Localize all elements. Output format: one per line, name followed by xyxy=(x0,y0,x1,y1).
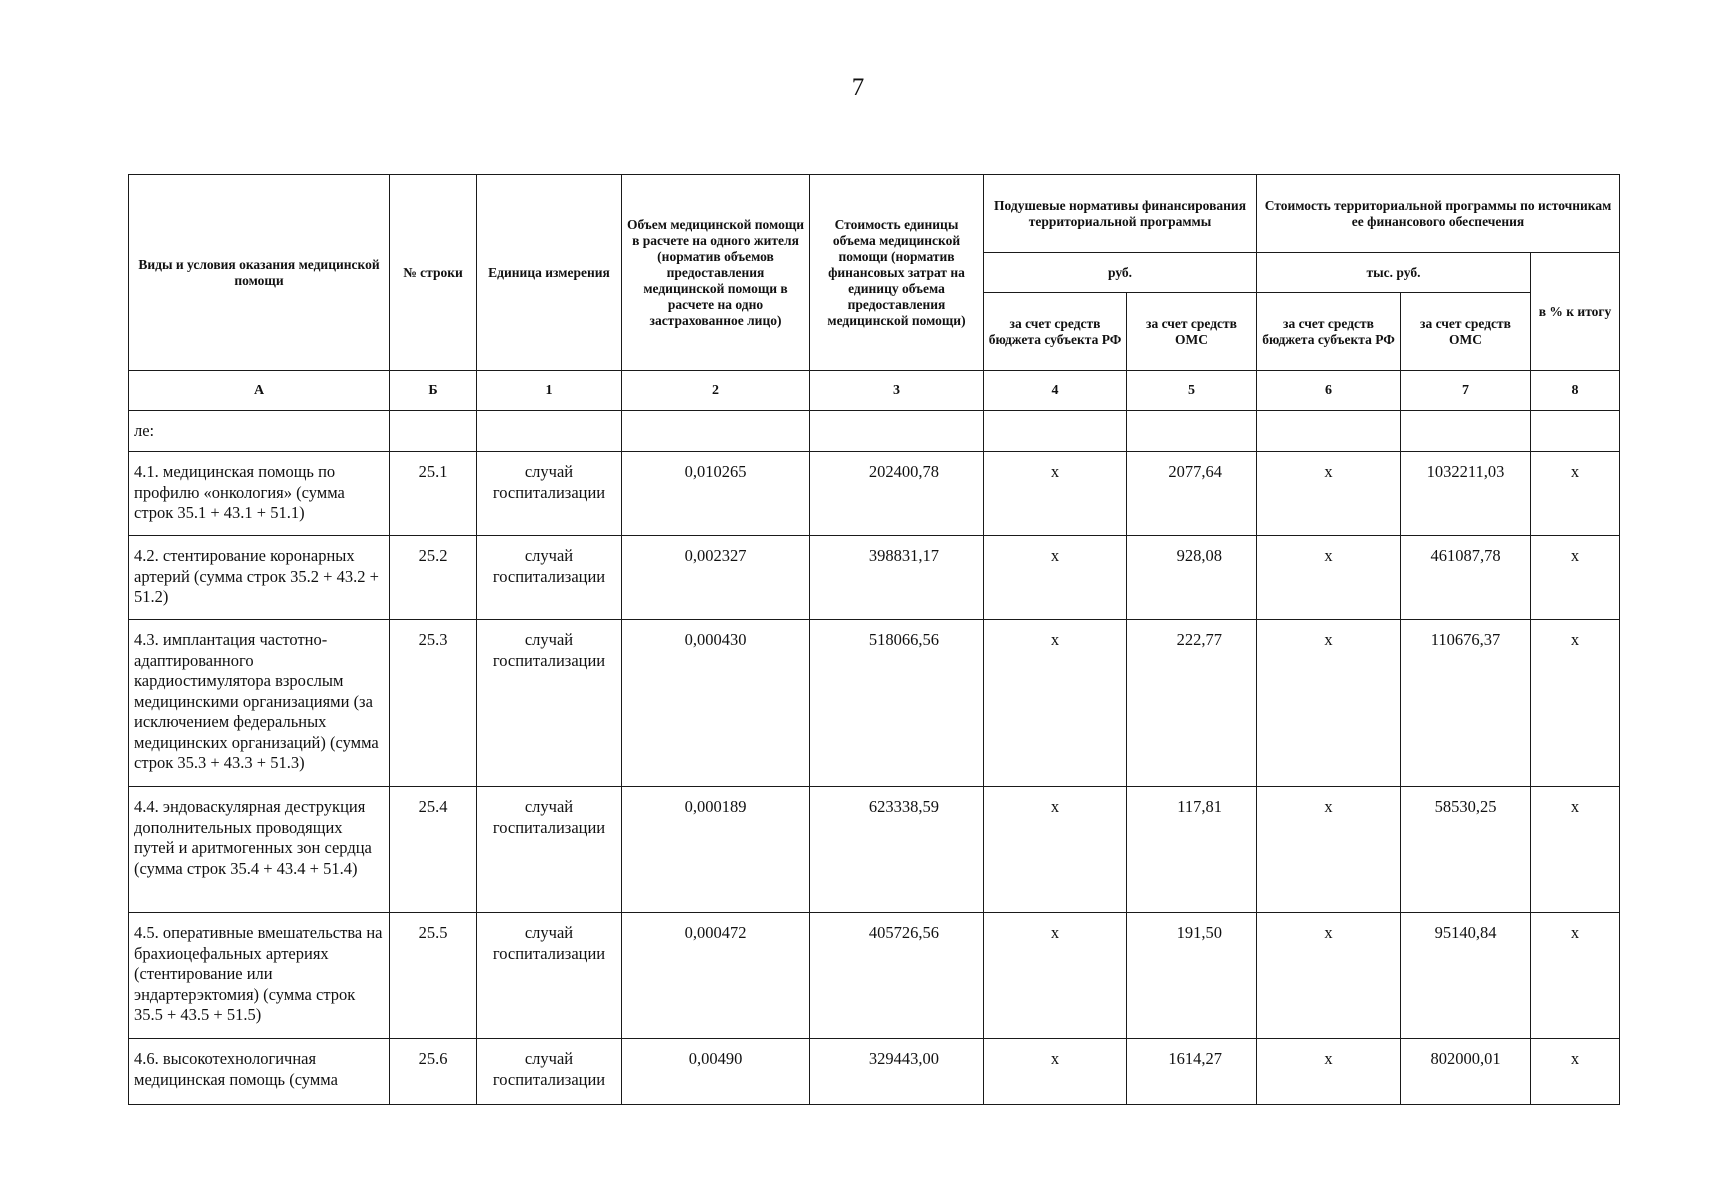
column-index: 7 xyxy=(1401,371,1531,411)
table-row xyxy=(129,913,1620,1039)
column-index: А xyxy=(129,371,390,411)
row-no: 25.3 xyxy=(390,620,477,787)
row-no: 25.1 xyxy=(390,452,477,536)
row-cost-oms: 110676,37 xyxy=(1401,620,1531,787)
row-cost-budget: х xyxy=(1257,787,1401,913)
row-pc-oms: 2077,64 xyxy=(1127,452,1257,536)
header-thous-rub: тыс. руб. xyxy=(1257,253,1531,293)
header-unit-cost: Стоимость единицы объема медицинской помощи (норматив финансовых затрат на единицу объема предоставления медицинской помощи) xyxy=(810,175,984,371)
column-index: Б xyxy=(390,371,477,411)
table-row xyxy=(129,620,1620,787)
continuation-row xyxy=(129,411,1620,452)
row-percent: х xyxy=(1531,1039,1620,1105)
header-cost-budget: за счет средств бюджета субъекта РФ xyxy=(1257,293,1401,371)
row-volume: 0,010265 xyxy=(622,452,810,536)
row-cost-budget: х xyxy=(1257,536,1401,620)
row-cost-oms: 95140,84 xyxy=(1401,913,1531,1039)
header-per-capita: Подушевые нормативы финансирования территориальной программы xyxy=(984,175,1257,253)
row-percent: х xyxy=(1531,536,1620,620)
column-index: 4 xyxy=(984,371,1127,411)
row-volume: 0,000189 xyxy=(622,787,810,913)
row-percent: х xyxy=(1531,787,1620,913)
header-kinds: Виды и условия оказания медицинской помощи xyxy=(129,175,390,371)
column-index: 6 xyxy=(1257,371,1401,411)
row-percent: х xyxy=(1531,620,1620,787)
row-unit-cost: 518066,56 xyxy=(810,620,984,787)
header-percent-total: в % к итогу xyxy=(1531,253,1620,371)
header-unit: Единица измерения xyxy=(477,175,622,371)
row-volume: 0,000430 xyxy=(622,620,810,787)
row-cost-budget: х xyxy=(1257,620,1401,787)
row-percent: х xyxy=(1531,452,1620,536)
column-index: 8 xyxy=(1531,371,1620,411)
row-pc-oms: 222,77 xyxy=(1127,620,1257,787)
row-pc-budget: х xyxy=(984,452,1127,536)
table-row xyxy=(129,1039,1620,1105)
row-pc-budget: х xyxy=(984,913,1127,1039)
header-program-cost: Стоимость территориальной программы по источникам ее финансового обеспечения xyxy=(1257,175,1620,253)
table-row xyxy=(129,452,1620,536)
row-cost-budget: х xyxy=(1257,452,1401,536)
row-pc-budget: х xyxy=(984,620,1127,787)
header-row-no: № строки xyxy=(390,175,477,371)
column-index: 2 xyxy=(622,371,810,411)
row-no: 25.4 xyxy=(390,787,477,913)
row-pc-budget: х xyxy=(984,536,1127,620)
row-unit-cost: 623338,59 xyxy=(810,787,984,913)
row-unit-cost: 202400,78 xyxy=(810,452,984,536)
row-unit: случай госпитализации xyxy=(477,787,622,913)
row-unit-cost: 329443,00 xyxy=(810,1039,984,1105)
row-volume: 0,002327 xyxy=(622,536,810,620)
column-index: 1 xyxy=(477,371,622,411)
row-pc-oms: 1614,27 xyxy=(1127,1039,1257,1105)
column-index-row xyxy=(129,371,1620,411)
row-unit: случай госпитализации xyxy=(477,452,622,536)
row-no: 25.5 xyxy=(390,913,477,1039)
row-volume: 0,000472 xyxy=(622,913,810,1039)
row-name: 4.5. оперативные вмешательства на брахиоцефальных артериях (стентирование или эндартерэктомия) (сумма строк 35.5 + 43.5 + 51.5) xyxy=(129,913,390,1039)
row-pc-oms: 117,81 xyxy=(1127,787,1257,913)
row-cost-oms: 1032211,03 xyxy=(1401,452,1531,536)
table-row xyxy=(129,536,1620,620)
row-percent: х xyxy=(1531,913,1620,1039)
row-no: 25.2 xyxy=(390,536,477,620)
header-pc-oms: за счет средств ОМС xyxy=(1127,293,1257,371)
table-row xyxy=(129,787,1620,913)
header-volume: Объем медицинской помощи в расчете на одного жителя (норматив объемов предоставления медицинской помощи в расчете на одно застрахованное лицо) xyxy=(622,175,810,371)
row-unit: случай госпитализации xyxy=(477,913,622,1039)
row-name: 4.4. эндоваскулярная деструкция дополнительных проводящих путей и аритмогенных зон сердца (сумма строк 35.4 + 43.4 + 51.4) xyxy=(129,787,390,913)
row-unit: случай госпитализации xyxy=(477,620,622,787)
page-number: 7 xyxy=(851,74,865,101)
row-pc-oms: 928,08 xyxy=(1127,536,1257,620)
row-volume: 0,00490 xyxy=(622,1039,810,1105)
row-unit-cost: 398831,17 xyxy=(810,536,984,620)
row-pc-budget: х xyxy=(984,1039,1127,1105)
row-cost-budget: х xyxy=(1257,913,1401,1039)
header-cost-oms: за счет средств ОМС xyxy=(1401,293,1531,371)
row-name: 4.2. стентирование коронарных артерий (сумма строк 35.2 + 43.2 + 51.2) xyxy=(129,536,390,620)
row-unit: случай госпитализации xyxy=(477,536,622,620)
row-no: 25.6 xyxy=(390,1039,477,1105)
header-pc-budget: за счет средств бюджета субъекта РФ xyxy=(984,293,1127,371)
column-index: 3 xyxy=(810,371,984,411)
row-unit: случай госпитализации xyxy=(477,1039,622,1105)
financing-table xyxy=(128,174,1620,1105)
row-pc-oms: 191,50 xyxy=(1127,913,1257,1039)
row-cost-oms: 58530,25 xyxy=(1401,787,1531,913)
row-cost-budget: х xyxy=(1257,1039,1401,1105)
row-cost-oms: 461087,78 xyxy=(1401,536,1531,620)
continuation-text: ле: xyxy=(129,411,390,452)
row-unit-cost: 405726,56 xyxy=(810,913,984,1039)
row-name: 4.3. имплантация частотно-адаптированного кардиостимулятора взрослым медицинскими организациями (за исключением федеральных медицинских организаций) (сумма строк 35.3 + 43.3 + 51.3) xyxy=(129,620,390,787)
row-name: 4.1. медицинская помощь по профилю «онкология» (сумма строк 35.1 + 43.1 + 51.1) xyxy=(129,452,390,536)
row-pc-budget: х xyxy=(984,787,1127,913)
row-cost-oms: 802000,01 xyxy=(1401,1039,1531,1105)
row-name: 4.6. высокотехнологичная медицинская помощь (сумма xyxy=(129,1039,390,1105)
column-index: 5 xyxy=(1127,371,1257,411)
header-rub: руб. xyxy=(984,253,1257,293)
